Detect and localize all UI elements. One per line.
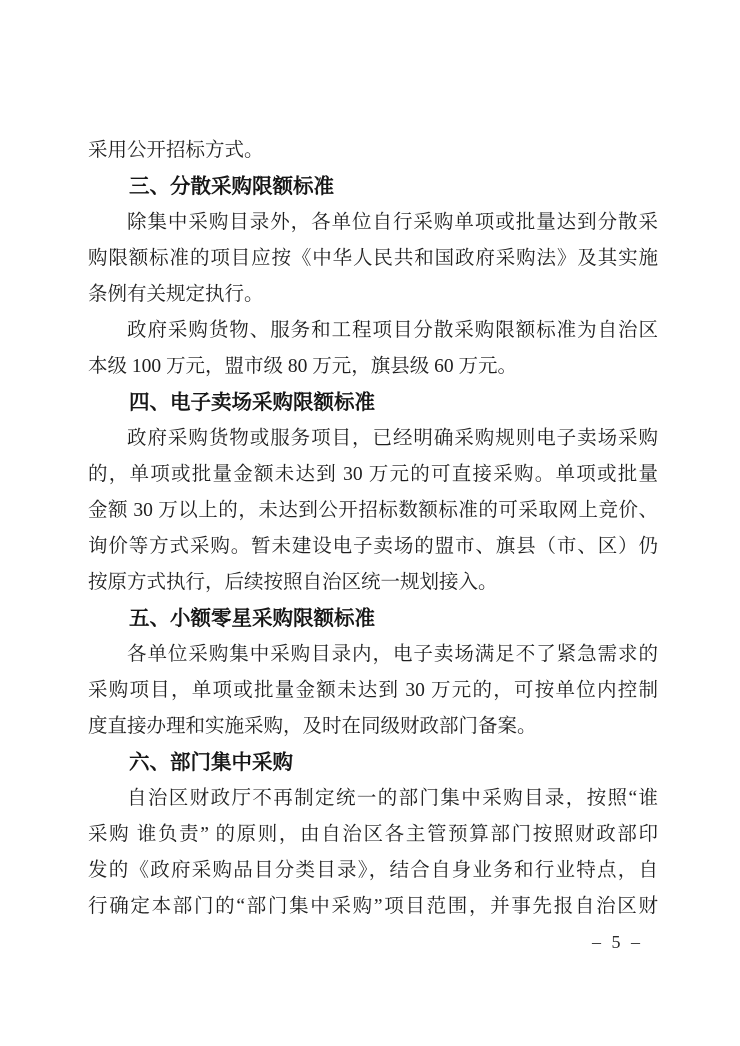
document-line: 政府采购货物、服务和工程项目分散采购限额标准为自治区 [127,320,658,341]
document-line: 度直接办理和实施采购，及时在同级财政部门备案。 [88,716,537,737]
section-heading: 六、部门集中采购 [129,751,293,774]
document-text-block [88,133,658,925]
document-line: 采购 谁负责” 的原则，由自治区各主管预算部门按照财政部印 [88,824,658,845]
page-number: – 5 – [592,932,643,952]
section-heading: 三、分散采购限额标准 [129,175,334,198]
document-line: 本级 100 万元，盟市级 80 万元，旗县级 60 万元。 [88,356,518,377]
document-line: 除集中采购目录外，各单位自行采购单项或批量达到分散采 [127,212,658,233]
section-heading: 五、小额零星采购限额标准 [129,607,375,630]
document-line: 购限额标准的项目应按《中华人民共和国政府采购法》及其实施 [88,248,658,269]
document-line: 条例有关规定执行。 [88,284,264,305]
document-line: 行确定本部门的“部门集中采购”项目范围，并事先报自治区财 [88,896,658,917]
document-line: 金额 30 万以上的，未达到公开招标数额标准的可采取网上竞价、 [88,500,658,521]
document-line: 自治区财政厅不再制定统一的部门集中采购目录，按照“谁 [127,788,658,809]
document-line: 各单位采购集中采购目录内，电子卖场满足不了紧急需求的 [127,644,658,665]
document-line: 采购项目，单项或批量金额未达到 30 万元的，可按单位内控制 [88,680,658,701]
document-line: 询价等方式采购。暂未建设电子卖场的盟市、旗县（市、区）仍 [88,536,658,557]
document-line: 政府采购货物或服务项目，已经明确采购规则电子卖场采购 [127,428,658,449]
document-line: 按原方式执行，后续按照自治区统一规划接入。 [88,572,498,593]
document-line: 的，单项或批量金额未达到 30 万元的可直接采购。单项或批量 [88,464,658,485]
document-line: 采用公开招标方式。 [88,140,264,161]
document-line: 发的《政府采购品目分类目录》，结合自身业务和行业特点，自 [88,860,658,881]
section-heading: 四、电子卖场采购限额标准 [129,391,375,414]
